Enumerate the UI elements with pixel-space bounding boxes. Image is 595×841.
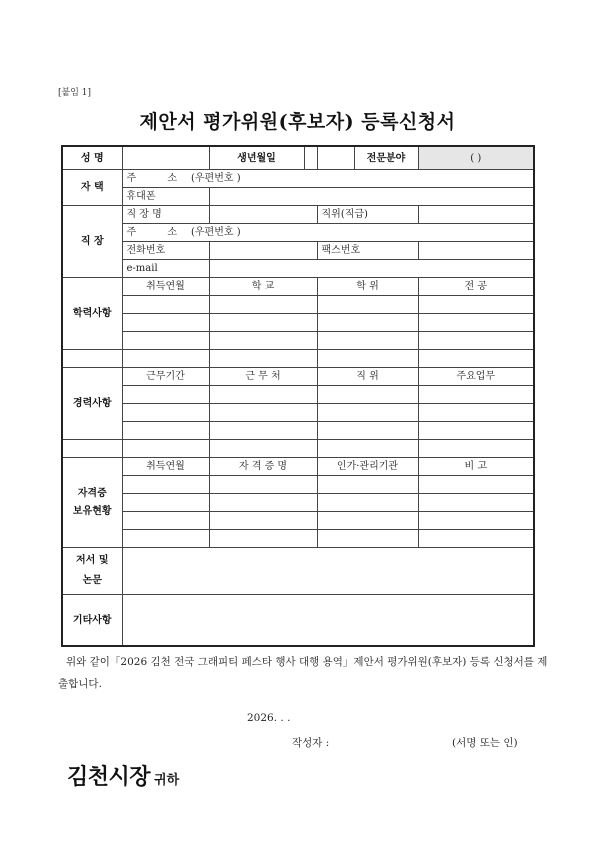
education-cell[interactable] xyxy=(122,314,209,332)
home-phone-label: 휴대폰 xyxy=(122,188,209,206)
work-postal: (우편번호 ) xyxy=(191,227,241,238)
name-field[interactable] xyxy=(122,146,209,170)
career-header-workplace: 근 무 처 xyxy=(209,368,317,386)
position-label: 직위(직급) xyxy=(317,206,418,224)
work-tel-field[interactable] xyxy=(209,242,317,260)
position-field[interactable] xyxy=(418,206,534,224)
home-phone-field[interactable] xyxy=(209,188,534,206)
cert-cell[interactable] xyxy=(209,494,317,512)
cert-cell[interactable] xyxy=(418,494,534,512)
career-cell[interactable] xyxy=(418,422,534,440)
education-cell[interactable] xyxy=(209,314,317,332)
cert-header-date: 취득연월 xyxy=(122,458,209,476)
attachment-label: [붙임 1] xyxy=(58,88,91,98)
company-field[interactable] xyxy=(209,206,317,224)
cert-cell[interactable] xyxy=(418,476,534,494)
cert-cell[interactable] xyxy=(122,476,209,494)
education-cell[interactable] xyxy=(317,296,418,314)
writer-label: 작성자 : xyxy=(292,737,330,749)
career-cell[interactable] xyxy=(317,404,418,422)
work-email-field[interactable] xyxy=(209,260,534,278)
home-address-row[interactable] xyxy=(122,170,534,188)
etc-label: 기타사항 xyxy=(62,595,122,647)
career-header-position: 직 위 xyxy=(317,368,418,386)
career-cell[interactable] xyxy=(122,440,209,458)
education-cell[interactable] xyxy=(122,296,209,314)
education-header-school: 학 교 xyxy=(209,278,317,296)
statement-text: 위와 같이「2026 김천 전국 그래피티 페스타 행사 대행 용역」제안서 평가위원(후보자) 등록 신청서를 제출합니다. xyxy=(58,656,548,690)
work-label: 직 장 xyxy=(62,206,122,278)
recipient-name: 김천시장 xyxy=(67,765,151,790)
education-cell[interactable] xyxy=(317,350,418,368)
education-cell[interactable] xyxy=(317,314,418,332)
books-field[interactable] xyxy=(122,548,534,595)
name-label: 성 명 xyxy=(62,146,122,170)
career-cell[interactable] xyxy=(122,404,209,422)
work-address-row[interactable] xyxy=(122,224,534,242)
home-postal: (우편번호 ) xyxy=(191,173,241,184)
education-cell[interactable] xyxy=(209,296,317,314)
cert-label-line2: 보유현황 xyxy=(72,505,112,517)
career-cell[interactable] xyxy=(418,386,534,404)
recipient xyxy=(67,760,179,791)
field-label: 전문분야 xyxy=(366,152,406,164)
cert-cell[interactable] xyxy=(317,476,418,494)
date-line: 2026. . . xyxy=(247,712,291,724)
education-cell[interactable] xyxy=(418,296,534,314)
sign-label: (서명 또는 인) xyxy=(452,737,518,749)
career-cell[interactable] xyxy=(317,386,418,404)
cert-cell[interactable] xyxy=(418,512,534,530)
cert-header-name: 자 격 증 명 xyxy=(209,458,317,476)
career-cell[interactable] xyxy=(317,440,418,458)
education-label: 학력사항 xyxy=(62,278,122,350)
education-header-major: 전 공 xyxy=(418,278,534,296)
books-label xyxy=(62,548,122,595)
company-label: 직 장 명 xyxy=(122,206,209,224)
work-fax-field[interactable] xyxy=(418,242,534,260)
career-cell[interactable] xyxy=(209,404,317,422)
cert-header-note: 비 고 xyxy=(418,458,534,476)
birth-label: 생년월일 xyxy=(210,147,305,169)
cert-cell[interactable] xyxy=(122,494,209,512)
work-fax-label: 팩스번호 xyxy=(317,242,418,260)
cert-cell[interactable] xyxy=(418,530,534,548)
birth-field[interactable] xyxy=(304,147,317,169)
education-cell[interactable] xyxy=(418,314,534,332)
registration-form xyxy=(61,145,535,647)
education-cell[interactable] xyxy=(122,332,209,350)
recipient-suffix: 귀하 xyxy=(154,773,180,788)
books-label-line2: 논문 xyxy=(82,575,102,586)
work-tel-label: 전화번호 xyxy=(122,242,209,260)
career-cell[interactable] xyxy=(122,386,209,404)
cert-cell[interactable] xyxy=(209,512,317,530)
education-cell[interactable] xyxy=(418,332,534,350)
cert-cell[interactable] xyxy=(209,476,317,494)
etc-field[interactable] xyxy=(122,595,534,647)
education-cell[interactable] xyxy=(122,350,209,368)
career-cell[interactable] xyxy=(418,404,534,422)
cert-cell[interactable] xyxy=(122,512,209,530)
cert-cell[interactable] xyxy=(122,530,209,548)
career-cell[interactable] xyxy=(209,386,317,404)
home-label: 자 택 xyxy=(62,170,122,206)
career-cell[interactable] xyxy=(209,440,317,458)
education-header-date: 취득연월 xyxy=(122,278,209,296)
work-address-label: 주 소 xyxy=(126,227,191,238)
cert-label xyxy=(62,458,122,548)
cert-cell[interactable] xyxy=(209,530,317,548)
education-cell[interactable] xyxy=(209,332,317,350)
education-cell[interactable] xyxy=(209,350,317,368)
cert-cell[interactable] xyxy=(317,512,418,530)
education-cell[interactable] xyxy=(317,332,418,350)
form-title: 제안서 평가위원(후보자) 등록신청서 xyxy=(139,111,456,133)
cert-cell[interactable] xyxy=(317,494,418,512)
career-label: 경력사항 xyxy=(62,368,122,440)
career-cell[interactable] xyxy=(122,422,209,440)
career-cell[interactable] xyxy=(418,440,534,458)
books-label-line1: 저서 및 xyxy=(76,555,109,566)
field-value[interactable]: ( ) xyxy=(418,146,534,170)
career-header-duties: 주요업무 xyxy=(418,368,534,386)
birth-field-extra[interactable] xyxy=(318,147,355,169)
education-header-degree: 학 위 xyxy=(317,278,418,296)
home-address-label: 주 소 xyxy=(126,173,191,184)
cert-label-line1: 자격증 xyxy=(77,487,107,499)
education-cell[interactable] xyxy=(418,350,534,368)
work-email-label: e-mail xyxy=(122,260,209,278)
career-cell[interactable] xyxy=(317,422,418,440)
cert-cell[interactable] xyxy=(317,530,418,548)
career-cell[interactable] xyxy=(209,422,317,440)
career-header-period: 근무기간 xyxy=(122,368,209,386)
cert-header-agency: 인가·관리기관 xyxy=(317,458,418,476)
